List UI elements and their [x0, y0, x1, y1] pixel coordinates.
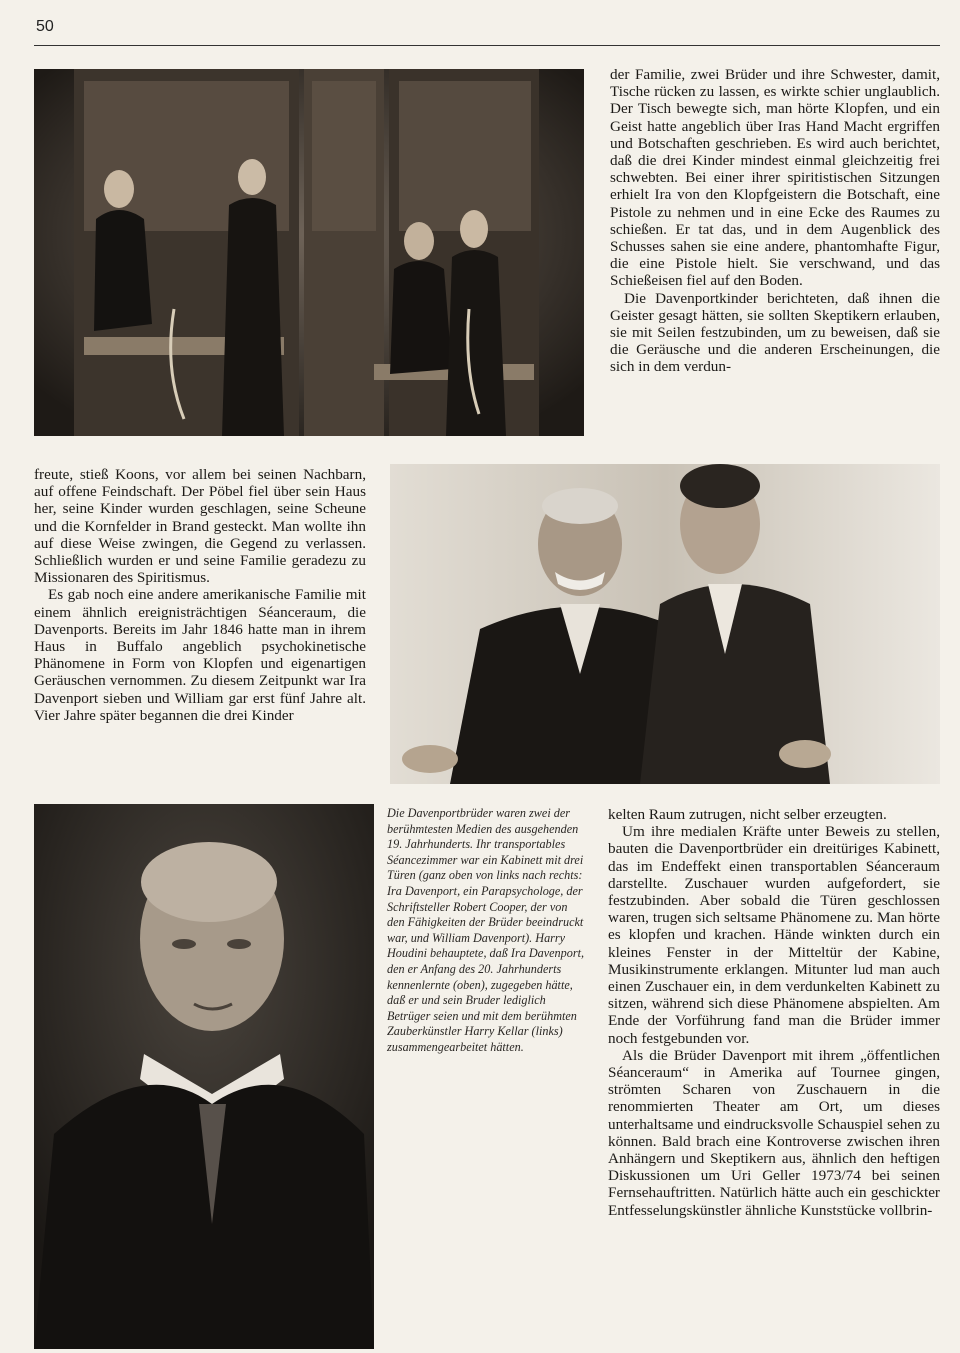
- paragraph: freute, stieß Koons, vor allem bei seinen Nachbarn, auf offene Feindschaft. Der Pöbel fiel über sein Haus her, seine Kinder wurden geschlagen, seine Scheune und die Kornfelder in Brand gesteckt. Man wollte ihn auf diese Weise zwingen, die Gegend zu verlassen. Schließlich wurden er und seine Familie geradezu zu Missionaren des Spiritismus.: [34, 466, 366, 587]
- photo-ira-davenport: [34, 804, 374, 1349]
- text-column-top-right: [610, 66, 940, 376]
- text-column-bottom-right: [608, 806, 940, 1219]
- paragraph: Die Davenportkinder berichteten, daß ihnen die Geister gesagt hätten, sie sollten Skeptikern erlauben, sie mit Seilen festzubinden, um zu beweisen, daß sie die Geräusche und die anderen Erscheinungen, die sich in dem verdun-: [610, 289, 940, 376]
- photo-kellar-houdini: [390, 464, 940, 784]
- text-column-middle-left: [34, 466, 366, 724]
- paragraph: Um ihre medialen Kräfte unter Beweis zu stellen, bauten die Davenportbrüder ein dreitüriges Kabinett, das im Endeffekt einen transportablen Séanceraum darstellte. Zuschauer wurden aufgefordert, sie festzubinden. Aber sobald die Türen geschlossen waren, trugen sich seltsame Phänomene zu. Man hörte es klopfen und krachen. Hände winkten durch ein kleines Fenster in der Mitteltür der Kabine, Musikinstrumente erklangen. Mitunter lud man auch einen Zuschauer ein, in dem verdunkelten Kabinett zu sitzen, während sich diese Phänomene abspielten. Am Ende der Vorführung fand man die Brüder immer noch festgebunden vor.: [608, 823, 940, 1047]
- page-number: 50: [36, 18, 54, 35]
- paragraph: Als die Brüder Davenport mit ihrem „öffentlichen Séanceraum“ in Amerika auf Tournee gingen, strömten Scharen von Zuschauern in die renommierten Theater am Ort, um dieses unterhaltsame und eindrucksvolle Schauspiel sehen zu können. Bald brach eine Kontroverse zwischen ihren Anhängern und Skeptikern aus, ähnlich den heftigen Diskussionen um Uri Geller 1973/74 bei seinen Fernsehauftritten. Natürlich hätte auch ein geschickter Entfesselungskünstler ähnliche Kunststücke vollbrin-: [608, 1046, 940, 1219]
- paragraph: der Familie, zwei Brüder und ihre Schwester, damit, Tische rücken zu lassen, es wirkte schier unglaublich. Der Tisch bewegte sich, man hörte Klopfen, und ein Geist hatte angeblich über Iras Hand Macht ergriffen und Botschaften geschrieben. Es wird auch berichtet, daß die drei Kinder mindest einmal gleichzeitig frei schwebten. Bei einer ihrer spiritistischen Sitzungen erhielt Ira von den Klopfgeistern die Botschaft, eine Pistole zu nehmen und in eine Ecke des Raumes zu schießen. Er tat das, und in dem Augenblick des Schusses sahen sie eine andere, phantomhafte Figur, die eine Pistole hielt. Sie verschwand, und das Schießeisen fiel auf den Boden.: [610, 66, 940, 290]
- photo-caption: Die Davenportbrüder waren zwei der berühmtesten Medien des ausgehenden 19. Jahrhunderts. Ihr transportables Séancezimmer war ein Kabinett mit drei Türen (ganz oben von links nach rechts: Ira Davenport, ein Parapsychologe, der Schriftsteller Robert Cooper, der von den Fähigkeiten der Brüder beeindruckt war, und William Davenport). Harry Houdini behauptete, daß Ira Davenport, den er Anfang des 20. Jahrhunderts kennenlernte (oben), zugegeben hätte, daß er und sein Bruder lediglich Betrüger seien und mit dem berühmten Zauberkünstler Harry Kellar (links) zusammengearbeitet hätten.: [387, 806, 584, 1054]
- paragraph: kelten Raum zutrugen, nicht selber erzeugten.: [608, 806, 887, 823]
- photo-davenport-cabinet: [34, 69, 584, 436]
- header-rule: [34, 45, 940, 46]
- paragraph: Es gab noch eine andere amerikanische Familie mit einem ähnlich ereignisträchtigen Séanceraum, die Davenports. Bereits im Jahr 1846 hatte man in ihrem Haus in Buffalo angeblich psychokinetische Phänomene in Form von Klopfen und eigenartigen Geräuschen vernommen. Zu diesem Zeitpunkt war Ira Davenport sieben und William gar erst fünf Jahre alt. Vier Jahre später begannen die drei Kinder: [34, 586, 366, 724]
